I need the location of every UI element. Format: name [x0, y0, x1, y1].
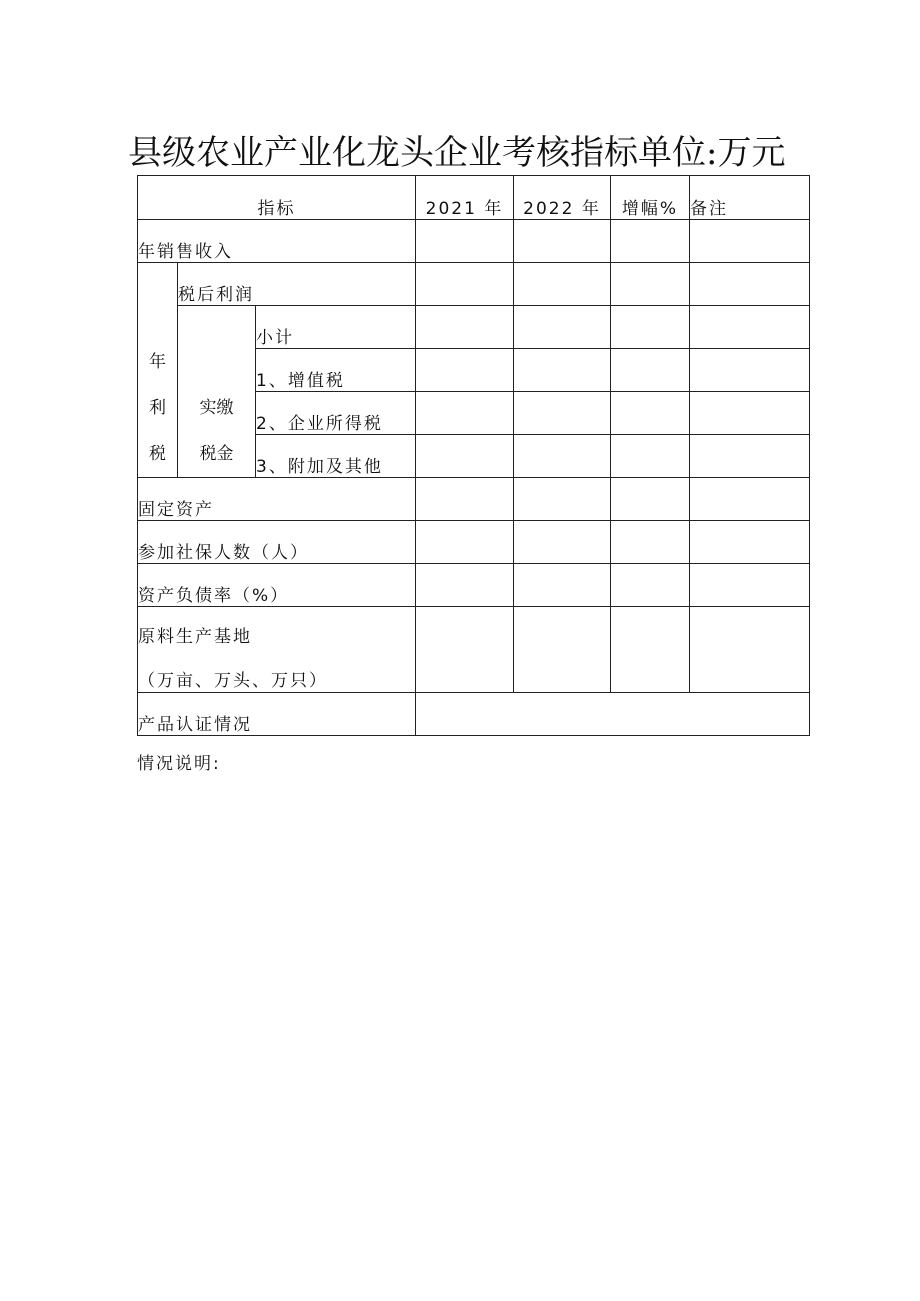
cell-remark — [690, 521, 810, 564]
row-label-surcharge: 3、附加及其他 — [256, 435, 416, 478]
cell-remark — [690, 220, 810, 263]
cell-growth — [611, 220, 690, 263]
group-line: 实缴 — [199, 398, 234, 418]
cell-growth — [611, 564, 690, 607]
table-row — [138, 607, 810, 693]
table-row — [138, 521, 810, 564]
row-label-subtotal: 小计 — [256, 306, 416, 349]
header-row — [138, 176, 810, 220]
row-label-certification: 产品认证情况 — [138, 693, 416, 736]
cell-growth — [611, 478, 690, 521]
cell-remark — [690, 564, 810, 607]
group-char: 利 — [149, 398, 166, 418]
table-row — [138, 693, 810, 736]
group-label-tax-profit — [138, 263, 178, 478]
table-row — [138, 478, 810, 521]
cell-2021 — [416, 564, 514, 607]
header-2021: 2021 年 — [416, 176, 514, 220]
cell-certification-value — [416, 693, 810, 736]
cell-2021 — [416, 220, 514, 263]
raw-base-title: 原料生产基地 — [138, 627, 252, 647]
group-line: 税金 — [199, 444, 234, 464]
row-label-annual-sales: 年销售收入 — [138, 220, 416, 263]
cell-remark — [690, 392, 810, 435]
table-row — [138, 220, 810, 263]
cell-growth — [611, 392, 690, 435]
indicator-table — [137, 175, 810, 736]
cell-2022 — [514, 306, 611, 349]
row-label-vat: 1、增值税 — [256, 349, 416, 392]
cell-2022 — [514, 607, 611, 693]
page-title: 县级农业产业化龙头企业考核指标单位:万元 — [128, 133, 786, 173]
cell-remark — [690, 607, 810, 693]
cell-growth — [611, 306, 690, 349]
header-growth: 增幅% — [611, 176, 690, 220]
group-label-paid-tax — [178, 306, 256, 478]
cell-growth — [611, 435, 690, 478]
row-label-insured-people: 参加社保人数（人） — [138, 521, 416, 564]
cell-remark — [690, 478, 810, 521]
cell-growth — [611, 521, 690, 564]
row-label-fixed-assets: 固定资产 — [138, 478, 416, 521]
row-label-debt-ratio: 资产负债率（%） — [138, 564, 416, 607]
table-row — [138, 564, 810, 607]
cell-2022 — [514, 478, 611, 521]
header-2022: 2022 年 — [514, 176, 611, 220]
cell-remark — [690, 306, 810, 349]
cell-growth — [611, 349, 690, 392]
row-label-raw-base — [138, 607, 416, 693]
cell-2022 — [514, 220, 611, 263]
table-row — [138, 263, 810, 306]
cell-growth — [611, 263, 690, 306]
cell-2022 — [514, 263, 611, 306]
note-label: 情况说明: — [137, 754, 221, 774]
cell-remark — [690, 263, 810, 306]
cell-2021 — [416, 349, 514, 392]
cell-2021 — [416, 478, 514, 521]
cell-2022 — [514, 521, 611, 564]
cell-2022 — [514, 564, 611, 607]
group-char: 税 — [149, 444, 166, 464]
row-label-after-tax-profit: 税后利润 — [178, 263, 416, 306]
cell-2021 — [416, 392, 514, 435]
cell-2021 — [416, 435, 514, 478]
cell-2021 — [416, 521, 514, 564]
cell-remark — [690, 435, 810, 478]
header-indicator: 指标 — [138, 176, 416, 220]
row-label-income-tax: 2、企业所得税 — [256, 392, 416, 435]
cell-2021 — [416, 306, 514, 349]
header-remark: 备注 — [690, 176, 810, 220]
cell-growth — [611, 607, 690, 693]
cell-2022 — [514, 392, 611, 435]
cell-2022 — [514, 435, 611, 478]
cell-remark — [690, 349, 810, 392]
cell-2021 — [416, 607, 514, 693]
table-row — [138, 306, 810, 349]
raw-base-units: （万亩、万头、万只） — [138, 671, 328, 691]
cell-2021 — [416, 263, 514, 306]
group-char: 年 — [149, 352, 166, 372]
cell-2022 — [514, 349, 611, 392]
